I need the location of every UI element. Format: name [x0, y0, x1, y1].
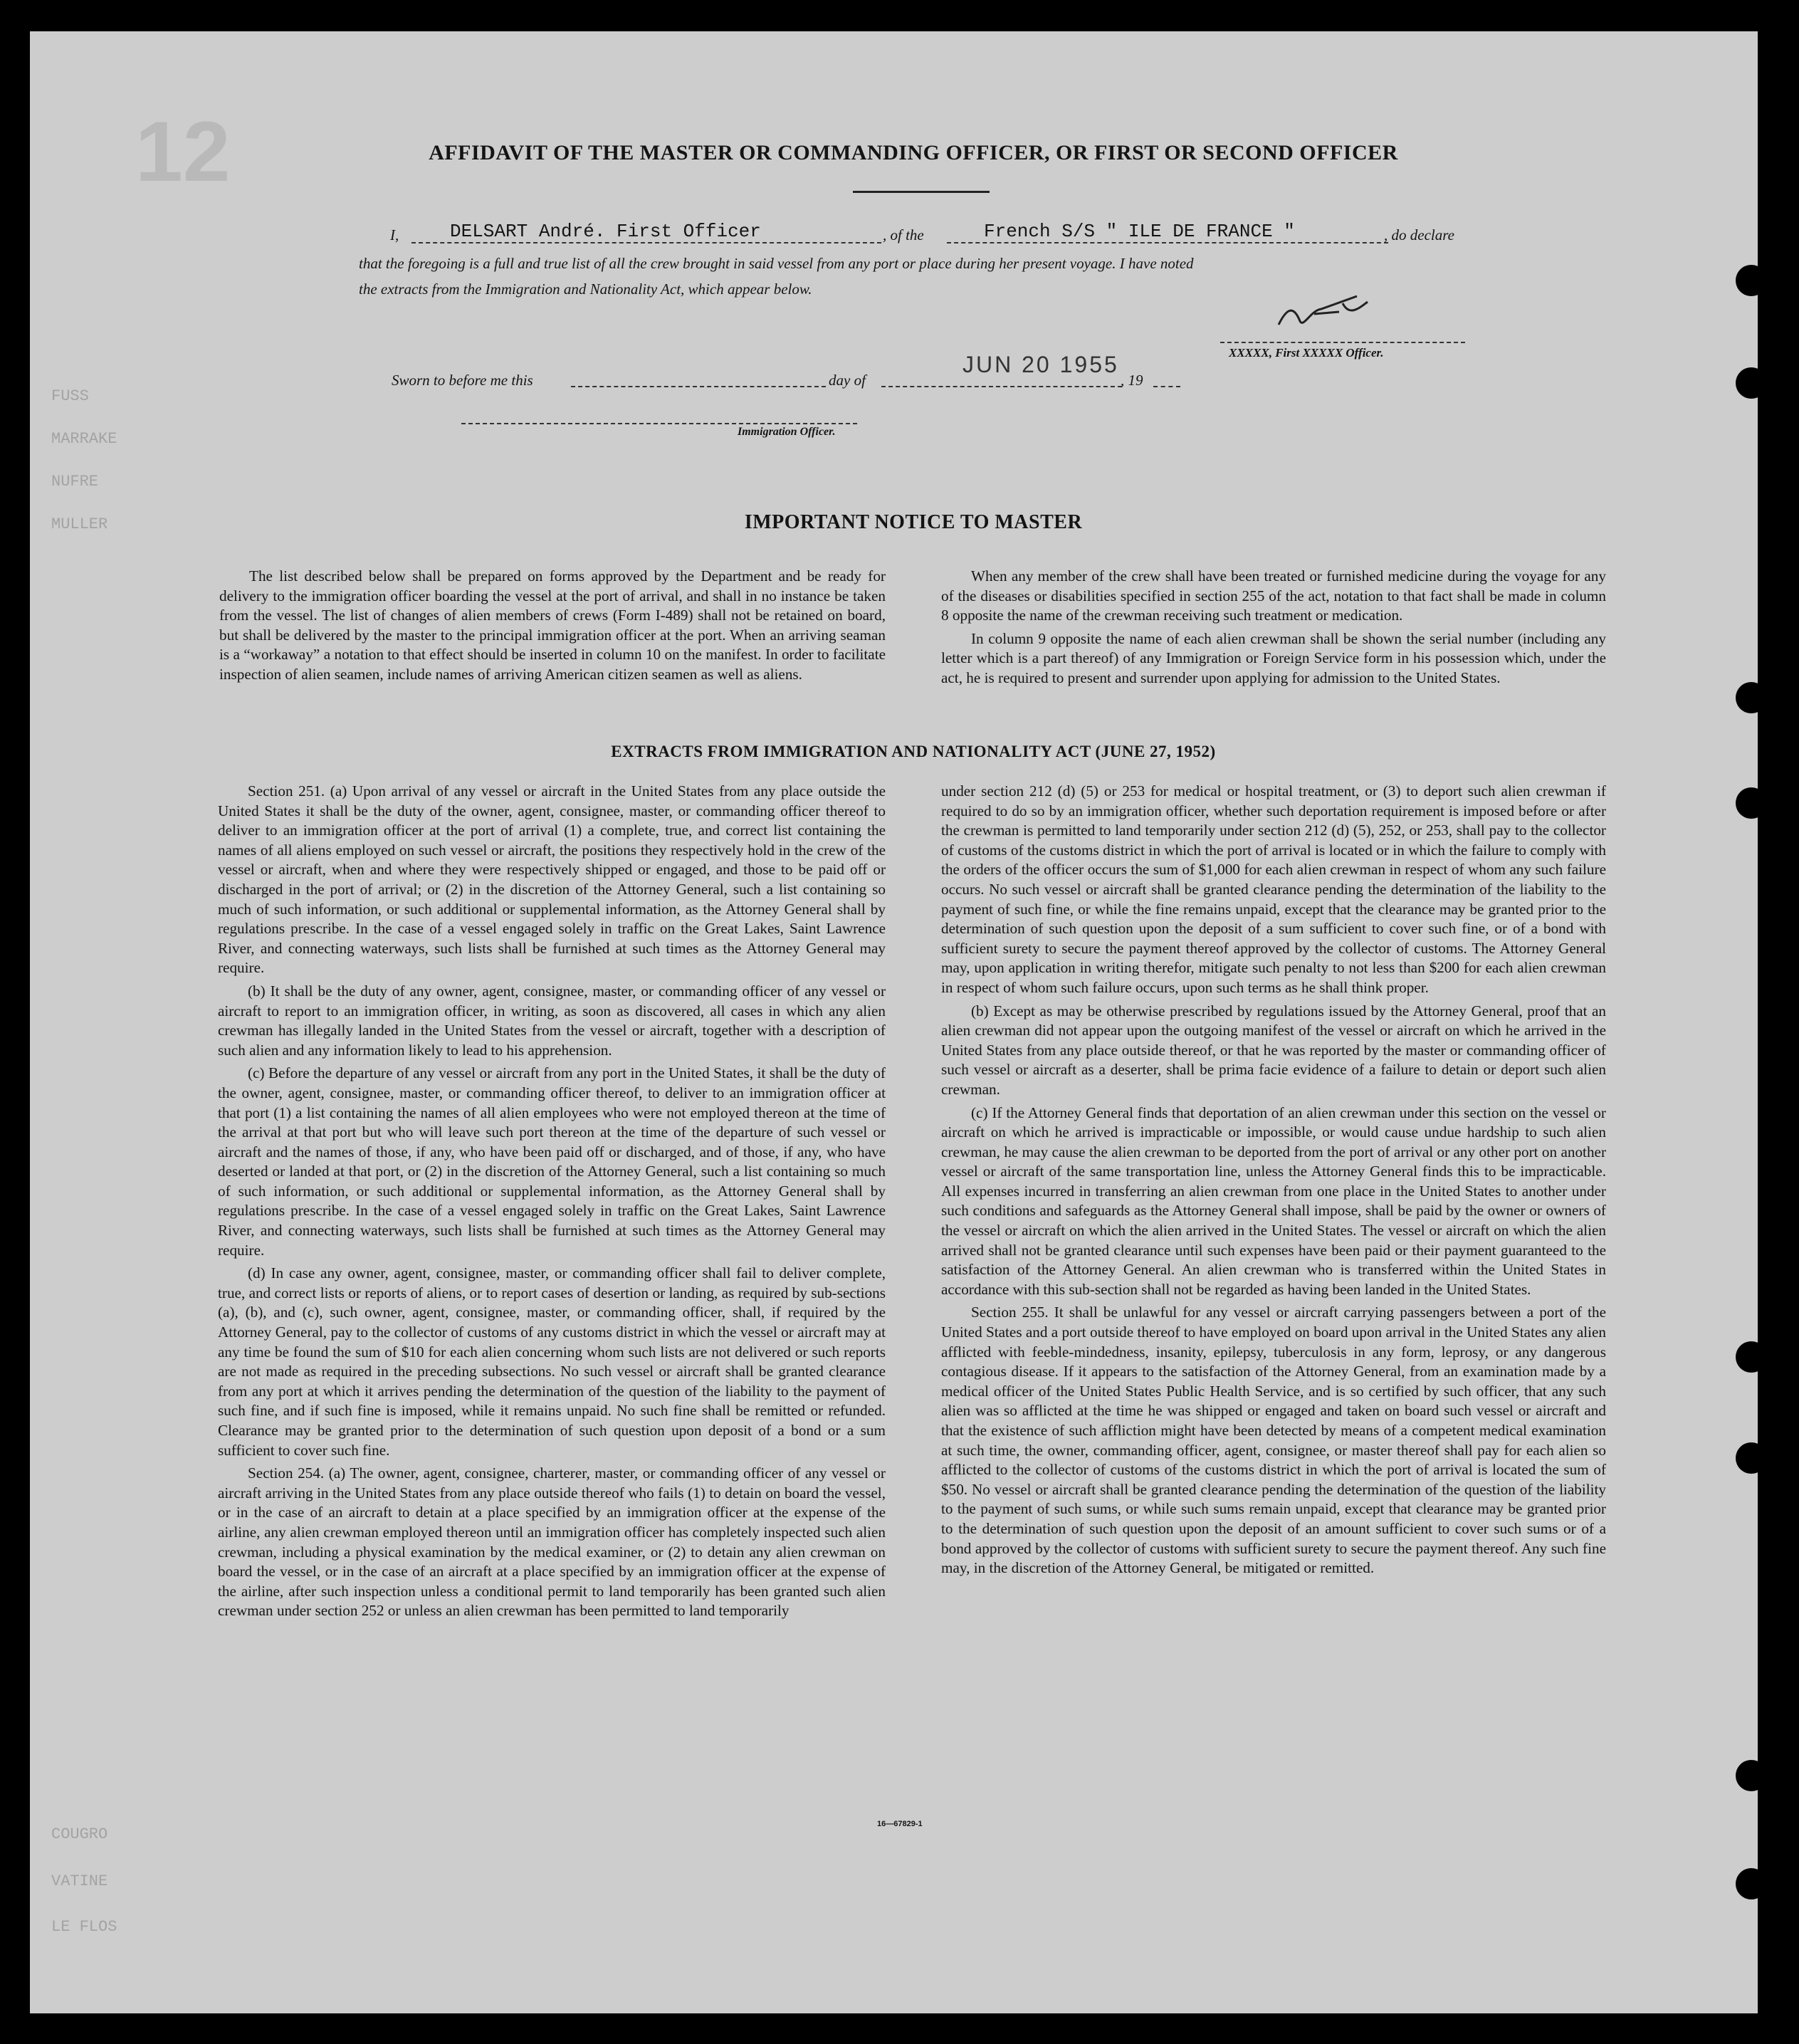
- title-rule: [853, 191, 990, 193]
- affidavit-line-2: that the foregoing is a full and true list of all the crew brought in said vessel from any port or place during her present voyage. I have noted: [359, 255, 1194, 272]
- punch-hole: [1736, 682, 1767, 713]
- show-through: NUFRE: [51, 473, 99, 491]
- show-through: MULLER: [51, 515, 108, 533]
- of-the-label: , of the: [883, 226, 924, 243]
- punch-hole: [1736, 1868, 1767, 1899]
- day-blank: [571, 386, 826, 387]
- notice-left-paragraph: The list described below shall be prepared on forms approved by the Department and be ready for delivery to the immigration officer boarding the vessel at the port of arrival, and shall in no instance be taken from the vessel. The list of changes of alien members of crews (Form I-489) shall not be retained on board, but shall be delivered by the master to the principal immigration officer at the port. When an arriving seaman is a “workaway” a notation to that effect should be inserted in column 10 on the manifest. In order to facilitate inspection of alien seamen, include names of arriving American citizen seamen as well as aliens.: [219, 567, 886, 683]
- show-through: MARRAKE: [51, 430, 117, 448]
- extracts-right-column: [941, 782, 1606, 1582]
- officer-name-fill: DELSART André. First Officer: [450, 221, 761, 242]
- date-stamp: JUN 20 1955: [963, 352, 1119, 377]
- notice-right-paragraph-1: When any member of the crew shall have been treated or furnished medicine during the voyage for any of the diseases or disabilities specified in section 255 of the act, notation to that fact shall be made in column 8 opposite the name of the crewman receiving such treatment or medication.: [941, 567, 1606, 624]
- punch-hole: [1736, 1442, 1767, 1474]
- document-title: AFFIDAVIT OF THE MASTER OR COMMANDING OFFICER, OR FIRST OR SECOND OFFICER: [429, 141, 1398, 164]
- notice-right-paragraph-2: In column 9 opposite the name of each alien crewman shall be shown the serial number (including any letter which is a part thereof) of any Immigration or Foreign Service form in his possession which, under the act, he is required to present and surrender upon applying for admission to the United States.: [941, 629, 1606, 686]
- vessel-blank: [947, 242, 1388, 243]
- signature-caption: XXXXX, First XXXXX Officer.: [1229, 346, 1384, 360]
- section-251d: (d) In case any owner, agent, consignee, master, or commanding officer shall fail to deliver complete, true, and correct lists or reports of aliens, or to report cases of desertion or landing, as required by sub-sections (a), (b), and (c), such owner, agent, consignee, master, or commanding officer, shall, if required by the Attorney General, pay to the collector of customs of any customs district in which the vessel or aircraft may at any time be found the sum of $10 for each alien concerning whom such lists are not delivered or such reports are not made as required in the preceding subsections. No such vessel or aircraft shall be granted clearance from any port at which it arrives pending the determination of the question of the liability to the payment of such fine, and if such fine is imposed, while it remains unpaid. No such fine shall be remitted or refunded. Clearance may be granted prior to the determination of such question upon deposit of a bond or a sum sufficient to cover such fine.: [218, 1264, 886, 1459]
- extracts-left-column: [218, 782, 886, 1625]
- vessel-fill: French S/S " ILE DE FRANCE ": [984, 221, 1295, 242]
- page-number: 12: [135, 104, 231, 199]
- punch-hole: [1736, 1760, 1767, 1791]
- punch-hole: [1736, 1341, 1767, 1373]
- section-251a: Section 251. (a) Upon arrival of any vessel or aircraft in the United States from any place outside the United States it shall be the duty of the owner, agent, consignee, master, or commanding officer thereof to deliver to an immigration officer at the port of arrival (1) a complete, true, and correct list containing the names of all aliens employed on such vessel or aircraft, the positions they respectively hold in the crew of the vessel or aircraft, when and where they were respectively shipped or engaged, and those to be paid off or discharged in the port of arrival; or (2) in the discretion of the Attorney General, such a list containing so much of such information, or such additional or supplemental information, as the Attorney General shall by regulations prescribe. In the case of a vessel engaged solely in traffic on the Great Lakes, Saint Lawrence River, and connecting waterways, such lists shall be furnished at such times as the Attorney General may require.: [218, 782, 886, 977]
- section-254a-continued: under section 212 (d) (5) or 253 for medical or hospital treatment, or (3) to deport such alien crewman if required to do so by an immigration officer, whether such deportation requirement is imposed before or after the crewman is permitted to land temporarily under section 212 (d) (5), 252, or 253, shall pay to the collector of customs of the customs district in which the port of arrival is located or in which the failure to comply with the orders of the officer occurs the sum of $1,000 for each alien crewman in respect of whom any such failure occurs. No such vessel or aircraft shall be granted clearance pending the determination of the liability to the payment of such fine, or while the fine remains unpaid, except that the clearance may be granted prior to the determination of such question upon the deposit of a sum sufficient to cover such fine, or of a bond with sufficient surety to secure the payment thereof approved by the collector of customs. The Attorney General may, upon application in writing therefor, mitigate such penalty to not less than $200 for each alien crewman in respect of whom such failure occurs, upon such terms as he shall think proper.: [941, 782, 1606, 996]
- section-254c: (c) If the Attorney General finds that deportation of an alien crewman under this section on the vessel or aircraft on which he arrived is impracticable or impossible, or would cause undue hardship to such alien crewman, he may cause the alien crewman to be deported from the port of arrival or any other port on another vessel or aircraft of the same transportation line, unless the Attorney General finds this to be impracticable. All expenses incurred in transferring an alien crewman from one place in the United States to another under such conditions and safeguards as the Attorney General shall impose, shall be paid by the owner or owners of the vessel or aircraft on which the alien arrived in the United States. The vessel or aircraft on which the alien arrived shall not be granted clearance until such expenses have been paid or their payment guaranteed to the satisfaction of the Attorney General. An alien crewman who is transferred within the United States in accordance with this sub-section shall not be regarded as having been landed in the United States.: [941, 1104, 1606, 1298]
- year-blank: [1153, 386, 1180, 387]
- signature: [1271, 282, 1371, 339]
- section-254a: Section 254. (a) The owner, agent, consignee, charterer, master, or commanding officer of any vessel or aircraft arriving in the United States from any place outside thereof who fails (1) to detain on board the vessel, or in the case of an aircraft to detain at a place specified by an immigration officer at the expense of the airline, any alien crewman employed thereon until an immigration officer has completely inspected such alien crewman, including a physical examination by the medical examiner, or (2) to detain any alien crewman on board the vessel, or in the case of an aircraft at a place specified by an immigration officer at the expense of the airline, after such inspection unless a conditional permit to land temporarily has been granted such alien crewman under section 252 or unless an alien crewman has been permitted to land temporarily: [218, 1464, 886, 1620]
- section-255: Section 255. It shall be unlawful for any vessel or aircraft carrying passengers between a port of the United States and a port outside thereof to have employed on board upon arrival in the United States any alien afflicted with feeble-mindedness, insanity, epilepsy, tuberculosis in any form, leprosy, or any dangerous contagious disease. If it appears to the satisfaction of the Attorney General, from an examination made by a medical officer of the United States Public Health Service, and is so certified by such officer, that any such alien was so afflicted at the time he was shipped or engaged and taken on board such vessel or aircraft and that the existence of such affliction might have been detected by means of a competent medical examination at such time, the owner, commanding officer, agent, consignee, or master thereof shall pay for each alien so afflicted to the collector of customs of the customs district in which the port of arrival is located the sum of $50. No vessel or aircraft shall be granted clearance pending the determination of the question of the liability to the payment of such sums, or while such sums remain unpaid, except that clearance may be granted prior to the determination of such question upon the deposit of an amount sufficient to cover such sums or of a bond approved by the collector of customs with sufficient surety to secure the payment thereof. Any such fine may, in the discretion of the Attorney General, be mitigated or remitted.: [941, 1304, 1606, 1577]
- show-through: FUSS: [51, 387, 89, 405]
- extracts-heading: EXTRACTS FROM IMMIGRATION AND NATIONALITY ACT (JUNE 27, 1952): [611, 743, 1216, 760]
- punch-hole: [1736, 265, 1767, 296]
- officer-signature-blank: [461, 423, 857, 424]
- show-through: LE FLOS: [51, 1918, 117, 1936]
- section-251c: (c) Before the departure of any vessel or aircraft from any port in the United States, it shall be the duty of the owner, agent, consignee, master, or commanding officer thereof, to deliver to an immigration officer at that port (1) a list containing the names of all alien employees who were not employed thereon at the time of the arrival at that port but who will leave such port thereon at the time of the departure of such vessel or aircraft and the names of those, if any, who have been paid off or discharged, and of those, if any, who have deserted or landed at that port, or (2) in the discretion of the Attorney General, such a list containing so much of such information, or such additional or supplemental information, as the Attorney General shall by regulations prescribe. In the case of a vessel engaged solely in traffic on the Great Lakes, Saint Lawrence River, and connecting waterways, such lists shall be furnished at such times as the Attorney General may require.: [218, 1064, 886, 1259]
- affidavit-line-3: the extracts from the Immigration and Nationality Act, which appear below.: [359, 281, 812, 298]
- notice-right-column: [941, 567, 1606, 692]
- day-of-label: day of: [829, 372, 866, 389]
- do-declare-label: , do declare: [1384, 226, 1454, 243]
- punch-hole: [1736, 787, 1767, 819]
- notice-heading: IMPORTANT NOTICE TO MASTER: [744, 511, 1083, 533]
- signature-blank: [1220, 342, 1465, 343]
- show-through: VATINE: [51, 1872, 108, 1890]
- officer-blank: [411, 242, 881, 243]
- section-251b: (b) It shall be the duty of any owner, agent, consignee, master, or commanding officer of any vessel or aircraft to report to an immigration officer, in writing, as soon as discovered, all cases in which any alien crewman has illegally landed in the United States from the vessel or aircraft, together with a description of such alien and any information likely to lead to his apprehension.: [218, 982, 886, 1059]
- form-number: 16—67829-1: [877, 1820, 923, 1828]
- notice-left-column: [219, 567, 886, 688]
- section-254b: (b) Except as may be otherwise prescribed by regulations issued by the Attorney General, proof that an alien crewman did not appear upon the outgoing manifest of the vessel or aircraft on which he arrived in the United States from any place outside thereof, or that he was reported by the master or commanding officer of such vessel or aircraft as a deserter, shall be prima facie evidence of a failure to detain or deport such alien crewman.: [941, 1002, 1606, 1098]
- month-blank: [881, 386, 1122, 387]
- immigration-officer-label: Immigration Officer.: [738, 426, 836, 438]
- sworn-label: Sworn to before me this: [392, 372, 533, 389]
- punch-hole: [1736, 367, 1767, 399]
- year-label: , 19: [1121, 372, 1143, 389]
- i-label: I,: [390, 226, 399, 243]
- show-through: COUGRO: [51, 1825, 108, 1843]
